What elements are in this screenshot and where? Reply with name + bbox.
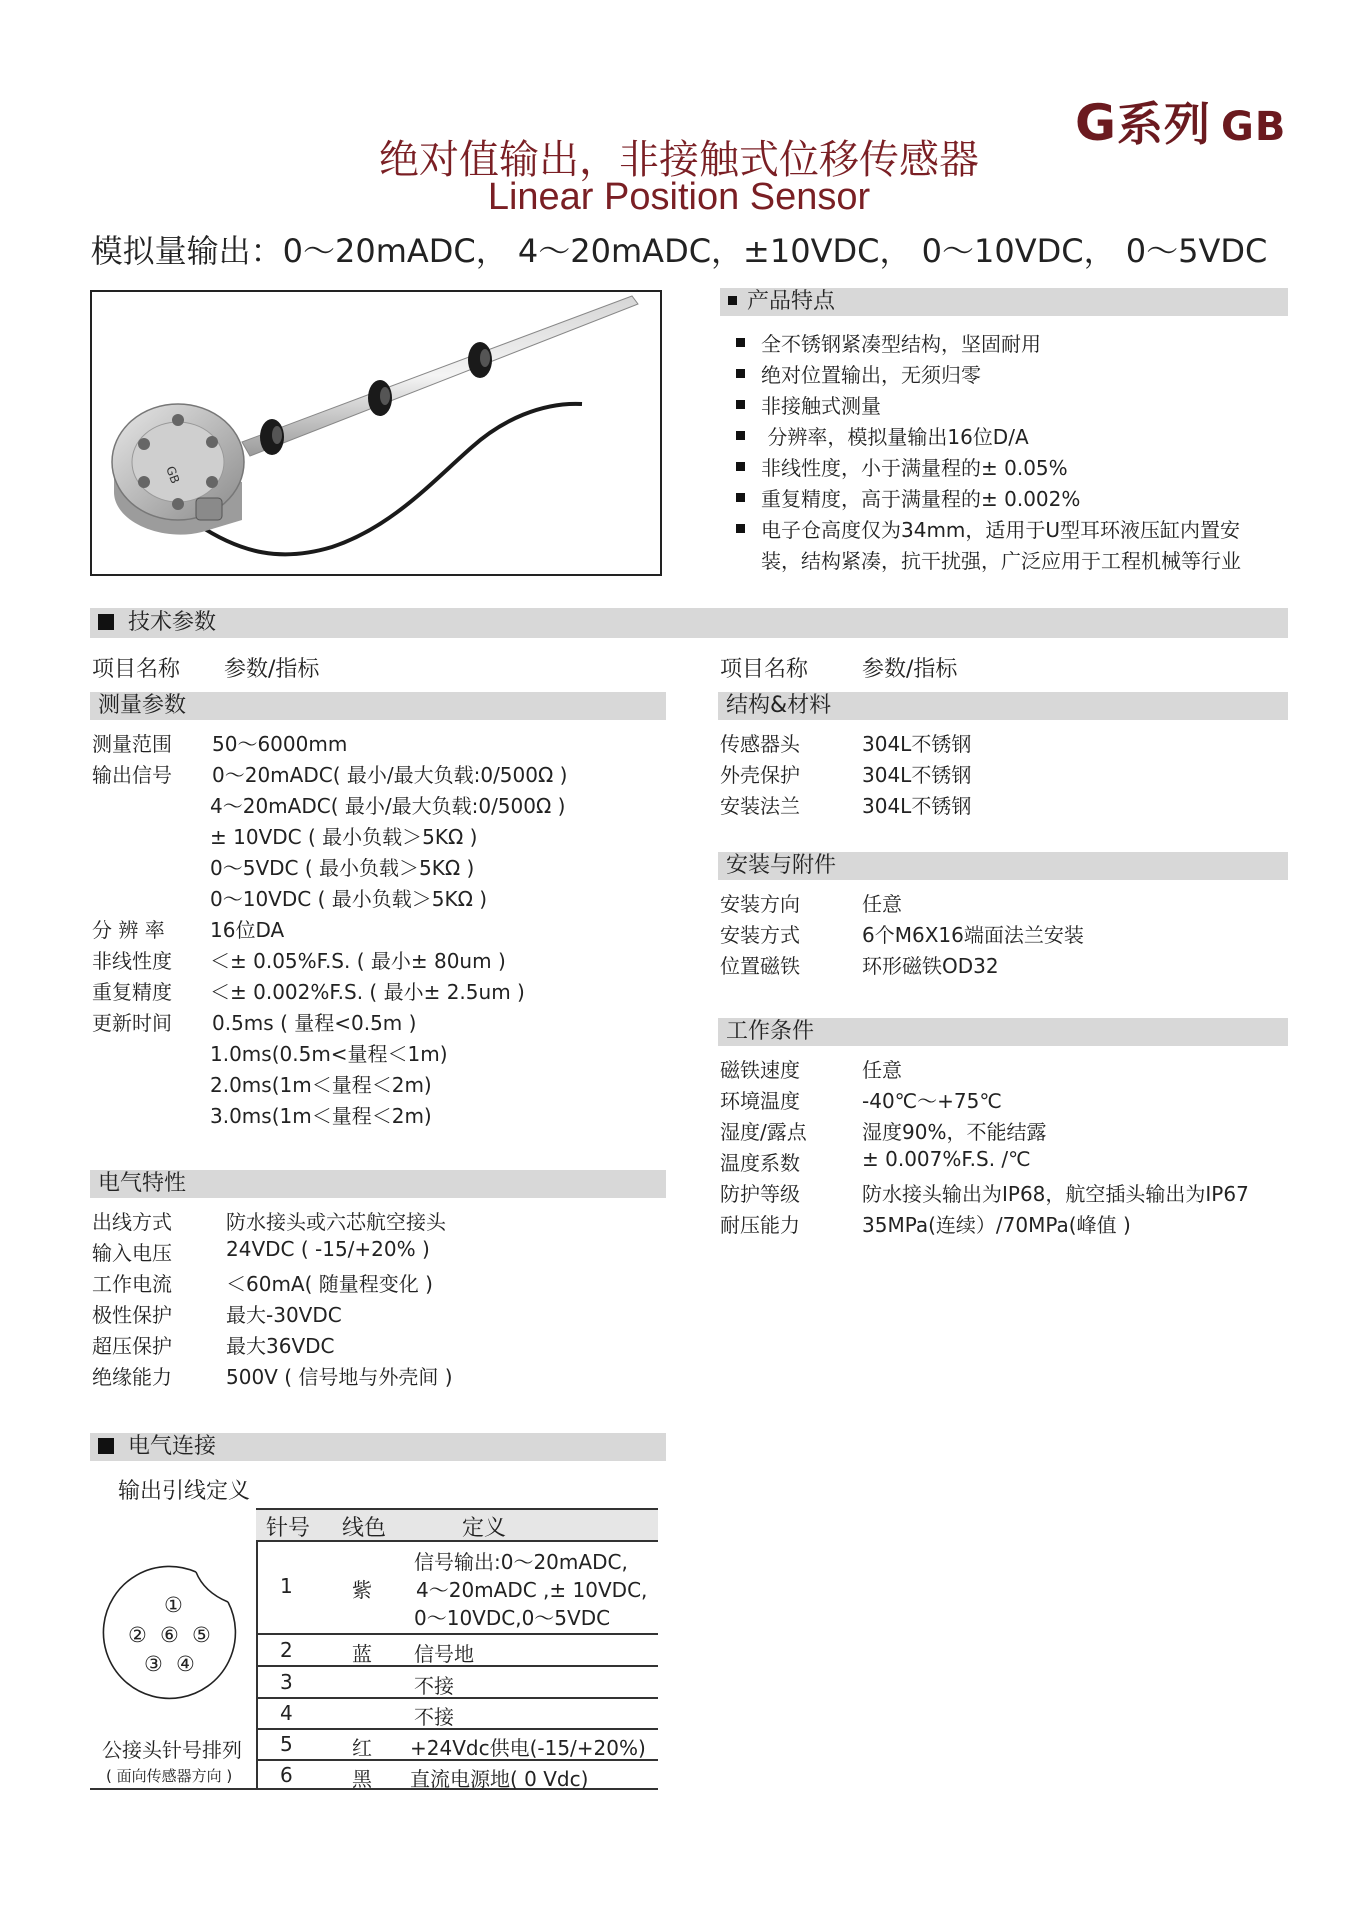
pin-definition: 直流电源地( 0 Vdc) <box>410 1767 589 1791</box>
pin-definition: +24Vdc供电(-15/+20%) <box>410 1736 646 1760</box>
connector-caption: 公接头针号排列 <box>102 1738 242 1762</box>
param-label: 更新时间 <box>92 1011 172 1035</box>
param-value: 0～20mADC( 最小/最大负载:0/500Ω ) <box>212 763 568 787</box>
magnet-ring-2 <box>368 380 392 416</box>
square-bullet-icon <box>736 493 745 502</box>
param-value: 防水接头输出为IP68，航空插头输出为IP67 <box>862 1182 1249 1206</box>
col-header-value: 参数/指标 <box>224 657 320 682</box>
sensor-head <box>112 404 244 535</box>
col-header-name: 项目名称 <box>720 657 809 682</box>
connector-pin-label: ② <box>128 1623 147 1647</box>
param-label: 非线性度 <box>92 949 172 973</box>
feature-item-continuation: 装，结构紧凑，抗干扰强，广泛应用于工程机械等行业 <box>761 549 1241 573</box>
feature-item: 非接触式测量 <box>736 390 881 419</box>
connector-pin-label: ⑤ <box>192 1623 211 1647</box>
connection-heading: 电气连接 <box>128 1434 217 1459</box>
param-label: 极性保护 <box>92 1303 172 1327</box>
series-suffix: GB <box>1221 104 1287 150</box>
connector-pin-label: ① <box>164 1593 183 1617</box>
structure-heading: 结构&材料 <box>726 693 832 718</box>
page-title-cn: 绝对值输出，非接触式位移传感器 <box>379 137 979 183</box>
tech-heading-bar <box>90 608 1288 638</box>
pin-definition: 信号地 <box>414 1642 474 1666</box>
param-label: 安装方式 <box>720 923 800 947</box>
param-value: ＜± 0.05%F.S. ( 最小± 80um ) <box>210 949 506 973</box>
pin-table-header-bg <box>256 1510 658 1540</box>
pin-number: 4 <box>280 1701 293 1725</box>
param-label: 位置磁铁 <box>720 954 800 978</box>
param-value: 500V ( 信号地与外壳间 ) <box>226 1365 453 1389</box>
sensor-illustration <box>92 292 660 574</box>
structure-heading-bar <box>718 692 1288 720</box>
param-value: ± 0.007%F.S. /℃ <box>862 1147 1031 1171</box>
param-value: 304L不锈钢 <box>862 794 972 818</box>
pin-col-header: 定义 <box>462 1516 507 1541</box>
square-bullet-icon <box>728 296 737 305</box>
installation-heading-bar <box>718 852 1288 880</box>
conditions-heading: 工作条件 <box>726 1019 815 1044</box>
connector-pin-label: ③ <box>144 1652 163 1676</box>
param-value: 湿度90%，不能结露 <box>862 1120 1047 1144</box>
analog-output-line: 模拟量输出：0～20mADC， 4～20mADC，±10VDC， 0～10VDC， 0～5VDC <box>90 232 1268 270</box>
square-bullet-icon <box>98 614 114 630</box>
tech-heading: 技术参数 <box>128 610 217 635</box>
param-label: 外壳保护 <box>720 763 800 787</box>
square-bullet-icon <box>736 400 745 409</box>
feature-item: 电子仓高度仅为34mm，适用于U型耳环液压缸内置安 <box>736 514 1240 543</box>
param-label: 工作电流 <box>92 1272 172 1296</box>
param-value: 304L不锈钢 <box>862 763 972 787</box>
pin-color: 红 <box>352 1736 372 1760</box>
param-label: 磁铁速度 <box>720 1058 800 1082</box>
param-value: ＜60mA( 随量程变化 ) <box>226 1272 433 1296</box>
square-bullet-icon <box>736 369 745 378</box>
installation-heading: 安装与附件 <box>726 853 837 878</box>
series-letter: G <box>1075 94 1118 152</box>
param-label: 安装法兰 <box>720 794 800 818</box>
param-label: 分 辨 率 <box>92 918 165 942</box>
conditions-heading-bar <box>718 1018 1288 1046</box>
param-value: 1.0ms(0.5m<量程＜1m) <box>210 1042 448 1066</box>
feature-item: 分辨率，模拟量输出16位D/A <box>736 421 1029 450</box>
param-value: 任意 <box>862 892 902 916</box>
series-text: 系列 <box>1117 97 1212 151</box>
pin-color: 黑 <box>352 1767 372 1791</box>
square-bullet-icon <box>736 524 745 533</box>
cable <box>197 404 582 555</box>
magnet-ring-1 <box>260 419 284 455</box>
pin-number: 2 <box>280 1638 293 1662</box>
param-value: 24VDC ( -15/+20% ) <box>226 1237 430 1261</box>
param-value: 4～20mADC( 最小/最大负载:0/500Ω ) <box>210 794 566 818</box>
feature-item: 非线性度，小于满量程的± 0.05% <box>736 452 1068 481</box>
param-value: 50～6000mm <box>212 732 348 756</box>
connector-subcaption: ( 面向传感器方向 ) <box>106 1767 233 1785</box>
connector-pinout-diagram <box>100 1560 250 1700</box>
param-value: 最大36VDC <box>226 1334 335 1358</box>
param-value: 0.5ms ( 量程<0.5m ) <box>212 1011 417 1035</box>
square-bullet-icon <box>736 431 745 440</box>
product-image <box>90 290 662 576</box>
param-label: 出线方式 <box>92 1210 172 1234</box>
param-label: 安装方向 <box>720 892 800 916</box>
param-value: 6个M6X16端面法兰安装 <box>862 923 1084 947</box>
sensor-logo-text: GB <box>163 464 183 486</box>
col-header-name: 项目名称 <box>92 657 181 682</box>
param-label: 超压保护 <box>92 1334 172 1358</box>
pin-table <box>90 1508 658 1790</box>
param-value: 任意 <box>862 1058 902 1082</box>
electrical-heading: 电气特性 <box>98 1171 187 1196</box>
param-value: ＜± 0.002%F.S. ( 最小± 2.5um ) <box>210 980 525 1004</box>
pin-definition: 不接 <box>414 1705 454 1729</box>
param-value: 304L不锈钢 <box>862 732 972 756</box>
pin-number: 5 <box>280 1732 293 1756</box>
param-value: 环形磁铁OD32 <box>862 954 999 978</box>
param-label: 传感器头 <box>720 732 800 756</box>
features-heading: 产品特点 <box>747 289 836 314</box>
param-value: -40℃～+75℃ <box>862 1089 1002 1113</box>
param-label: 输入电压 <box>92 1241 172 1265</box>
param-label: 绝缘能力 <box>92 1365 172 1389</box>
param-label: 温度系数 <box>720 1151 800 1175</box>
square-bullet-icon <box>98 1438 114 1454</box>
connection-heading-bar <box>90 1433 666 1461</box>
connector-pin-label: ④ <box>176 1652 195 1676</box>
feature-item: 绝对位置输出，无须归零 <box>736 359 981 388</box>
electrical-heading-bar <box>90 1170 666 1198</box>
param-label: 防护等级 <box>720 1182 800 1206</box>
pin-number: 6 <box>280 1763 293 1787</box>
feature-item: 重复精度，高于满量程的± 0.002% <box>736 483 1080 512</box>
param-label: 耐压能力 <box>720 1213 800 1237</box>
pin-col-header: 线色 <box>342 1516 387 1541</box>
pin-color: 蓝 <box>352 1642 372 1666</box>
param-label: 环境温度 <box>720 1089 800 1113</box>
param-value: 防水接头或六芯航空接头 <box>226 1210 446 1234</box>
pin-color: 紫 <box>352 1578 372 1602</box>
pin-definition: 信号输出:0～20mADC, <box>414 1550 628 1574</box>
pin-definition: 4～20mADC ,± 10VDC, <box>416 1578 648 1602</box>
param-value: ± 10VDC ( 最小负载＞5KΩ ) <box>210 825 478 849</box>
pin-definition: 不接 <box>414 1674 454 1698</box>
measure-heading: 测量参数 <box>98 693 187 718</box>
feature-item: 全不锈钢紧凑型结构，坚固耐用 <box>736 328 1041 357</box>
connector-pin-label: ⑥ <box>160 1623 179 1647</box>
magnet-ring-3 <box>468 342 492 378</box>
param-label: 输出信号 <box>92 763 172 787</box>
param-value: 2.0ms(1m＜量程＜2m) <box>210 1073 432 1097</box>
col-header-value: 参数/指标 <box>862 657 958 682</box>
param-value: 3.0ms(1m＜量程＜2m) <box>210 1104 432 1128</box>
features-heading-bar <box>720 288 1288 316</box>
connection-subtitle: 输出引线定义 <box>118 1479 251 1504</box>
pin-number: 3 <box>280 1670 293 1694</box>
square-bullet-icon <box>736 462 745 471</box>
param-value: 16位DA <box>210 918 285 942</box>
param-value: 0～5VDC ( 最小负载＞5KΩ ) <box>210 856 475 880</box>
param-label: 重复精度 <box>92 980 172 1004</box>
pin-number: 1 <box>280 1574 293 1598</box>
param-label: 测量范围 <box>92 732 172 756</box>
pin-definition: 0～10VDC,0～5VDC <box>414 1606 611 1630</box>
param-value: 最大-30VDC <box>226 1303 342 1327</box>
pin-col-header: 针号 <box>266 1516 311 1541</box>
param-label: 湿度/露点 <box>720 1120 807 1144</box>
param-value: 35MPa(连续）/70MPa(峰值 ) <box>862 1213 1131 1237</box>
sensor-rod <box>242 296 638 456</box>
page-title-en: Linear Position Sensor <box>487 176 871 218</box>
square-bullet-icon <box>736 338 745 347</box>
param-value: 0～10VDC ( 最小负载＞5KΩ ) <box>210 887 488 911</box>
measure-heading-bar <box>90 692 666 720</box>
